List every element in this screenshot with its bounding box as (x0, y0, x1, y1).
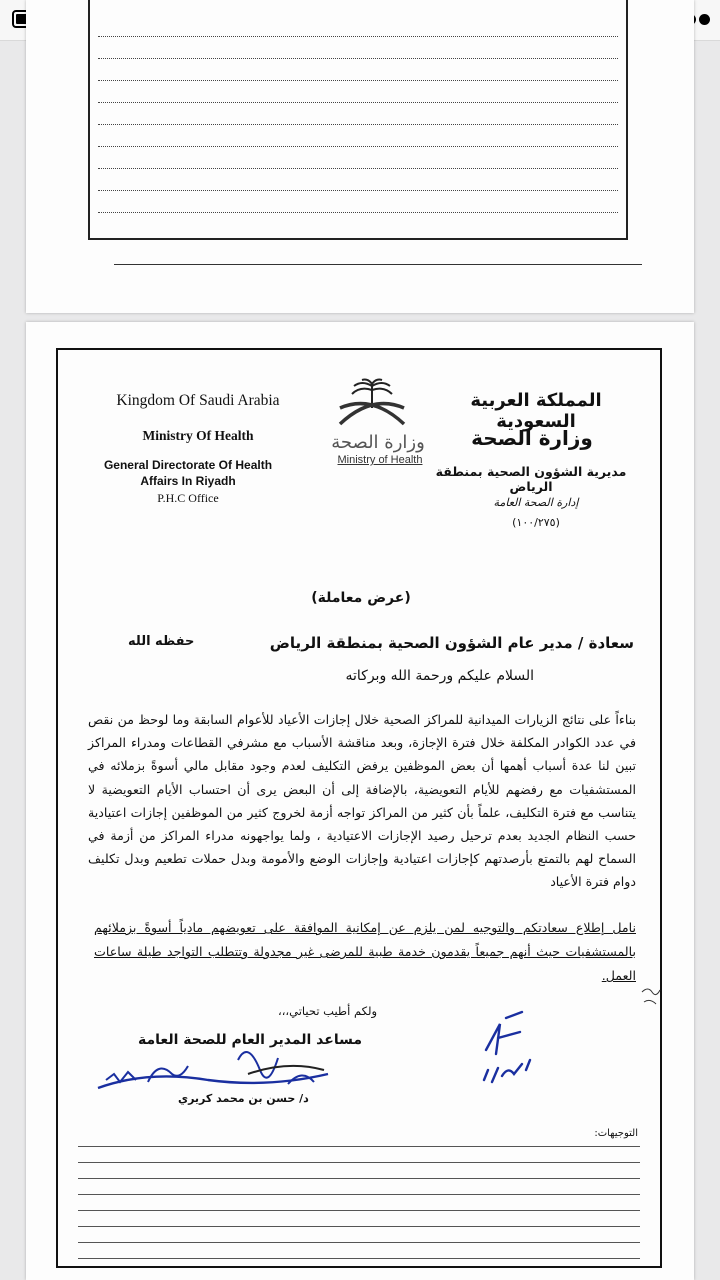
letter-closing: ولكم أطيب تحياتي،،، (278, 1004, 378, 1018)
letter-page (26, 322, 694, 1280)
directive-line (78, 1242, 640, 1243)
directive-line (78, 1226, 640, 1227)
signatory-name: د/ حسن بن محمد كريري (178, 1092, 309, 1105)
directives-label: التوجيهات: (594, 1128, 638, 1139)
dotted-line (98, 80, 618, 81)
directive-line (78, 1194, 640, 1195)
dotted-line (98, 58, 618, 59)
dotted-line (98, 36, 618, 37)
handwritten-date-icon (476, 1010, 536, 1102)
letter-frame (56, 348, 662, 1268)
letter-addressee: سعادة / مدير عام الشؤون الصحية بمنطقة الرياض (269, 634, 634, 652)
en-office: P.H.C Office (157, 491, 219, 505)
ar-country: المملكة العربية السعودية (470, 390, 602, 432)
dotted-line (98, 190, 618, 191)
directive-line (78, 1258, 640, 1259)
divider-line (114, 264, 642, 265)
letter-body: بناءاً على نتائج الزيارات الميدانية للمراكز الصحية خلال إجازات الأعياد للأعوام السابقة وما لوحظ من نقص في عدد الكوادر المكلفة خلال فترة الإجازة، وبعد مناقشة الأسباب مع مشرفي القطاعات ومدراء المراكز تبين لنا عدة أسباب أهمها أن بعض الموظفين يرفض التكليف لعدم وجود مقابل مالي أسوةً بزملائه في المستشفيات مع رفضهم للأيام التعويضية، بالإضافة إلى أن البعض يرى أن احتساب الأيام التعويضية لا يتناسب مع فترة التكليف، علماً بأن كثير من المراكز تواجه أزمة لخروج كثير من الموظفين إجازات اعتيادية حسب النظام الجديد بعدم ترحيل رصيد الإجازات الاعتيادية ، ولما يواجهونه مدراء المراكز من أزمة في السماح لهم بالتمتع بأرصدتهم كإجازات اعتيادية وإجازات الوضع والأمومة وبدل حملات تطعيم وبدل تكليف دوام فترة الأعياد (88, 712, 636, 890)
honorific: حفظه الله (128, 634, 195, 649)
previous-page (26, 0, 694, 313)
letter-subject: (عرض معاملة) (311, 590, 411, 606)
ar-ministry: وزارة الصحة (471, 426, 593, 450)
handwritten-note-icon (638, 982, 662, 1012)
signatory-title: مساعد المدير العام للصحة العامة (138, 1032, 363, 1048)
logo-arabic-text: وزارة الصحة (331, 432, 425, 453)
request-text: نامل إطلاع سعادتكم والتوجيه لمن يلزم عن إمكانية الموافقة على تعويضهم مادياً أسوةً بزملائهم بالمستشفيات حيث أنهم جميعاً يقدمون خدمة طبية للمرضى غير مجدولة وتتطلب التواجد طيلة ساعات العمل. (94, 920, 636, 983)
en-directorate-line2: Affairs In Riyadh (140, 474, 236, 488)
directive-line (78, 1146, 640, 1147)
notes-box (88, 0, 628, 240)
directive-line (78, 1210, 640, 1211)
logo-english-text: Ministry of Health (337, 454, 423, 466)
letter-request (94, 916, 636, 988)
en-country: Kingdom Of Saudi Arabia (116, 392, 280, 409)
ar-directorate: مديرية الشؤون الصحية بمنطقة الرياض (435, 464, 627, 494)
dotted-line (98, 168, 618, 169)
palm-swords-emblem-icon (332, 378, 412, 432)
ar-office: إدارة الصحة العامة (493, 496, 579, 509)
dotted-line (98, 212, 618, 213)
en-ministry: Ministry Of Health (142, 428, 254, 443)
dotted-line (98, 102, 618, 103)
directive-line (78, 1178, 640, 1179)
dotted-line (98, 124, 618, 125)
dotted-line (98, 146, 618, 147)
en-directorate-line1: General Directorate Of Health (103, 458, 273, 472)
ar-reference-number: (١٠٠/٢٧٥) (512, 516, 560, 529)
greeting: السلام عليكم ورحمة الله وبركاته (345, 668, 534, 684)
directive-line (78, 1162, 640, 1163)
